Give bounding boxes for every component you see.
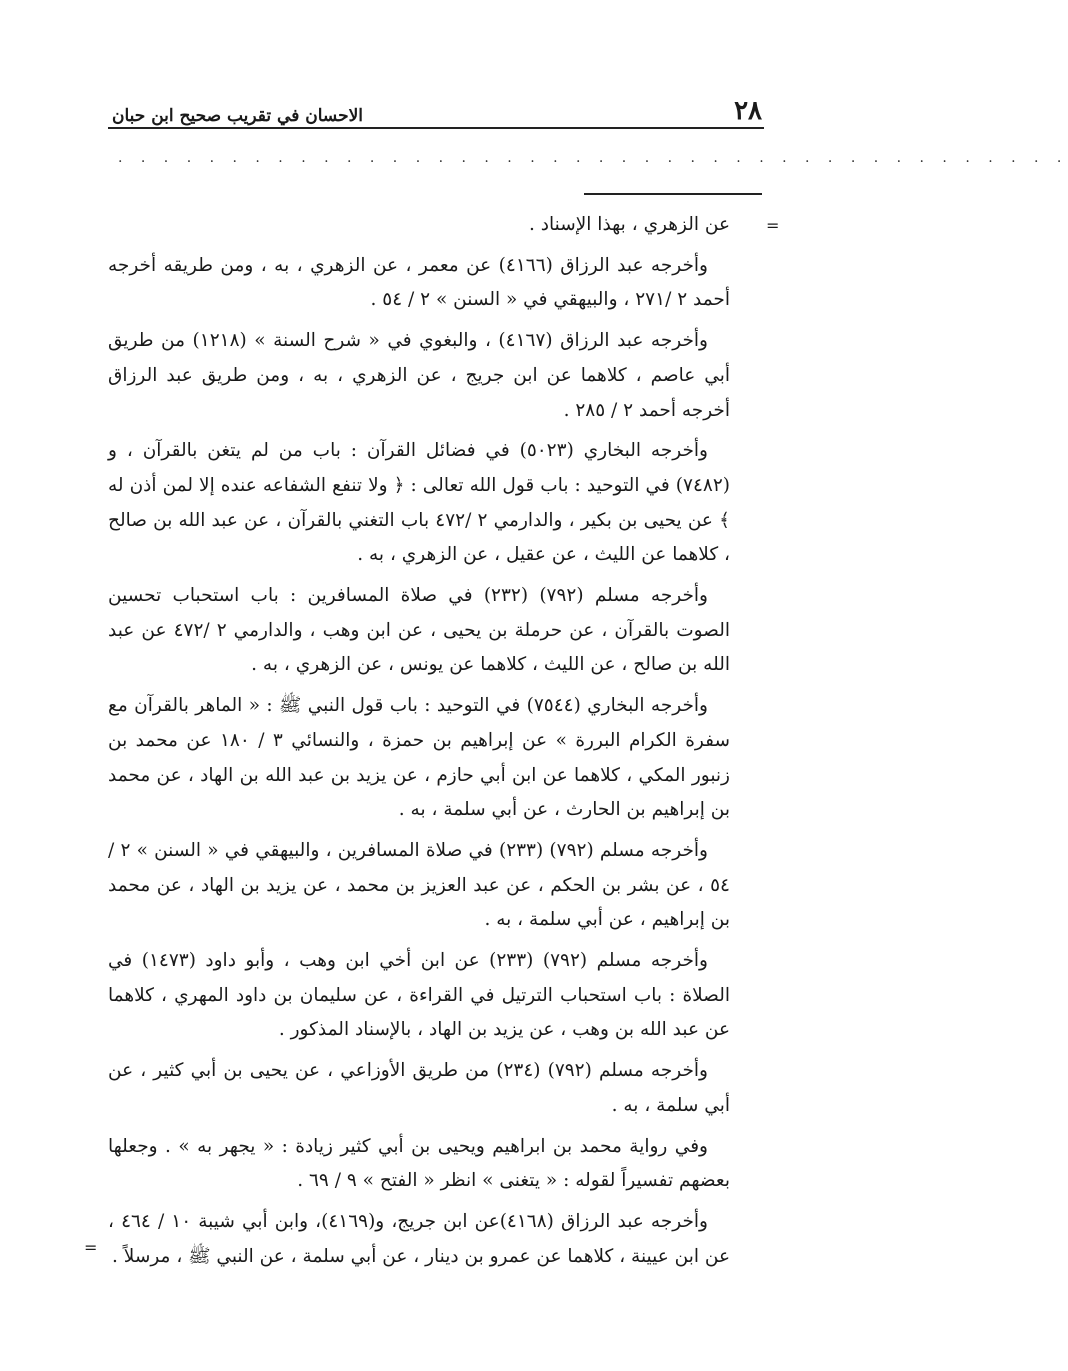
continuation-mark-bottom: = — [84, 1238, 98, 1257]
paragraph: وأخرجه البخاري (٧٥٤٤) في التوحيد : باب قول النبي ﷺ : « الماهر بالقرآن مع سفرة الكرام البررة » عن إبراهيم بن حمزة ، والنسائي ٣ / ١٨٠ عن محمد بن زنبور المكي ، كلاهما عن ابن أبي حازم ، عن يزيد بن عبد الله بن الهاد ، عن محمد بن إبراهيم بن الحارث ، عن أبي سلمة ، به . — [108, 695, 730, 821]
paragraph: وفي رواية محمد بن ابراهيم ويحيى بن أبي كثير زيادة : « يجهر به » . وجعلها بعضهم تفسيراً لقوله : « يتغنى » انظر « الفتح » ٩ / ٦٩ . — [108, 1135, 730, 1192]
page-header — [112, 92, 762, 126]
footnote-rule — [584, 193, 762, 195]
paragraph: عن الزهري ، بهذا الإسناد . — [529, 214, 730, 235]
paragraph: وأخرجه مسلم (٧٩٢) (٢٣٣) عن ابن أخي ابن وهب ، وأبو داود (١٤٧٣) في الصلاة : باب استحباب الترتيل في القراءة ، عن سليمان بن داود المهري ، كلاهما عن عبد الله بن وهب ، عن يزيد بن الهاد ، بالإسناد المذكور . — [108, 950, 730, 1041]
paragraph: وأخرجه عبد الرزاق (٤١٦٧) ، والبغوي في « شرح السنة » (١٢١٨) من طريق أبي عاصم ، كلاهما عن ابن جريج ، عن الزهري ، به ، ومن طريق عبد الرزاق أخرجه أحمد ٢ / ٢٨٥ . — [108, 330, 730, 421]
paragraph: وأخرجه مسلم (٧٩٢) (٢٣٣) في صلاة المسافرين ، والبيهقي في « السنن » ٢ / ٥٤ ، عن بشر بن الحكم ، عن عبد العزيز بن محمد ، عن يزيد بن الهاد ، عن محمد بن إبراهيم ، عن أبي سلمة ، به . — [108, 839, 730, 931]
footnote-body — [108, 208, 730, 1280]
dotted-separator: . . . . . . . . . . . . . . . . . . . . . . . . . . . . . . . . . . . . . . . . . . — [118, 150, 1068, 166]
paragraph: وأخرجه عبد الرزاق (٤١٦٦) عن معمر ، عن الزهري ، به ، ومن طريقه أخرجه أحمد ٢ /٢٧١ ، والبيهقي في « السنن » ٢ / ٥٤ . — [108, 254, 730, 311]
paragraph: وأخرجه عبد الرزاق (٤١٦٨)عن ابن جريج، و(٤١٦٩)، وابن أبي شيبة ١٠ / ٤٦٤ ، عن ابن عيينة ، كلاهما عن عمرو بن دينار ، عن أبي سلمة ، عن النبي ﷺ ، مرسلاً . — [108, 1210, 730, 1267]
paragraph: وأخرجه مسلم (٧٩٢) (٢٣٢) في صلاة المسافرين : باب استحباب تحسين الصوت بالقرآن ، عن حرملة بن يحيى ، عن ابن وهب ، والدارمي ٢ /٤٧٢ عن عبد الله بن صالح ، عن الليث ، كلاهما عن يونس ، عن الزهري ، به . — [108, 585, 730, 676]
book-title: الاحسان في تقريب صحيح ابن حبان — [112, 106, 363, 126]
continuation-mark: = — [766, 216, 780, 235]
paragraph: وأخرجه البخاري (٥٠٢٣) في فضائل القرآن : باب من لم يتغن بالقرآن ، و (٧٤٨٢) في التوحيد : باب قول الله تعالى : ﴿ ولا تنفع الشفاعه عنده إلا لمن أذن له ﴾ عن يحيى بن بكير ، والدارمي ٢ /٤٧٢ باب التغني بالقرآن ، عن عبد الله بن صالح ، كلاهما عن الليث ، عن عقيل ، عن الزهري ، به . — [108, 440, 730, 566]
paragraph: وأخرجه مسلم (٧٩٢) (٢٣٤) من طريق الأوزاعي ، عن يحيى بن أبي كثير ، عن أبي سلمة ، به . — [108, 1060, 730, 1116]
header-rule — [108, 127, 764, 129]
page-number: ٢٨ — [734, 96, 762, 126]
